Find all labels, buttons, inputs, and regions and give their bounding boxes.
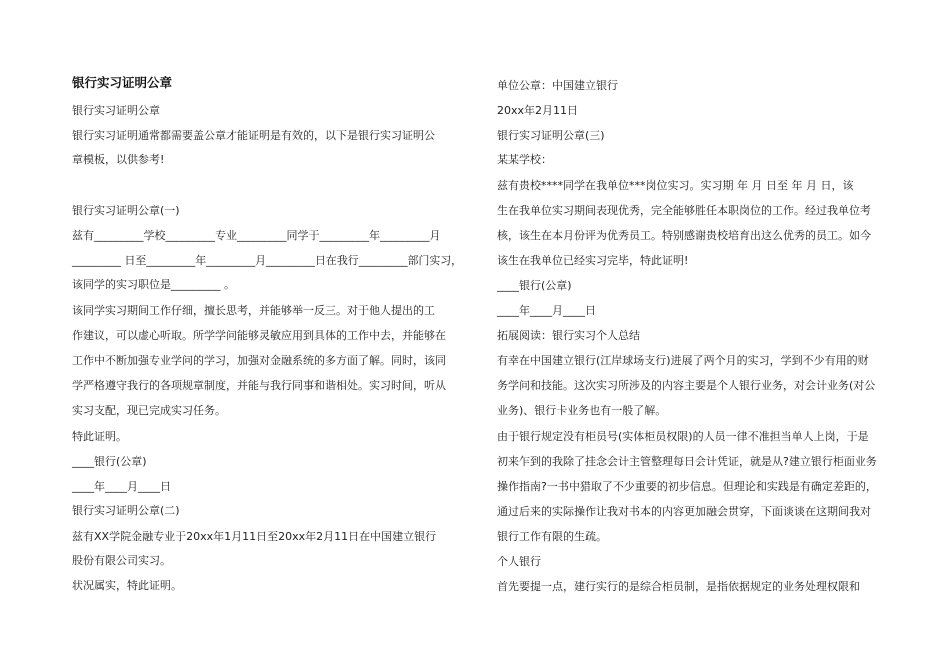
right-line: 20xx年2月11日 bbox=[497, 104, 579, 117]
left-line: 特此证明。 bbox=[72, 430, 127, 443]
left-line: 工作中不断加强专业学问的学习，加强对金融系统的多方面了解。同时，该同 bbox=[72, 354, 446, 367]
right-line: 兹有贵校****同学在我单位***岗位实习。实习期 年 月 日至 年 月 日，该 bbox=[497, 179, 854, 192]
left-line: ____银行(公章) bbox=[72, 455, 147, 468]
left-line: 兹有_________学校_________专业_________同学于_________年_________月 bbox=[72, 229, 441, 242]
left-line: 银行实习证明公章 bbox=[72, 104, 160, 117]
right-line: 该生在我单位已经实习完毕，特此证明! bbox=[497, 254, 689, 267]
right-line: 某某学校： bbox=[497, 153, 552, 166]
left-line: 该同学实习期间工作仔细，擅长思考，并能够举一反三。对于他人提出的工 bbox=[72, 304, 435, 317]
left-line: 股份有限公司实习。 bbox=[72, 554, 171, 567]
right-line: 银行工作有限的生疏。 bbox=[497, 530, 607, 543]
right-line: 操作指南?一书中猎取了不少重要的初步信息。但理论和实践是有确定差距的， bbox=[497, 480, 877, 493]
right-line: 银行实习证明公章(三) bbox=[497, 129, 605, 142]
right-line: 有幸在中国建立银行(江岸球场支行)进展了两个月的实习，学到不少有用的财 bbox=[497, 354, 869, 367]
right-line: 首先要提一点，建行实行的是综合柜员制，是指依据规定的业务处理权限和 bbox=[497, 580, 860, 593]
right-line: 通过后来的实际操作让我对书本的内容更加融会贯穿，下面谈谈在这期间我对 bbox=[497, 505, 871, 518]
right-line: 生在我单位实习期间表现优秀，完全能够胜任本职岗位的工作。经过我单位考 bbox=[497, 204, 871, 217]
right-line: 单位公章：中国建立银行 bbox=[497, 79, 618, 92]
right-line: 由于银行规定没有柜员号(实体柜员权限)的人员一律不准担当单人上岗，于是 bbox=[497, 430, 869, 443]
left-line: ____年____月____日 bbox=[72, 480, 171, 493]
left-line: 作建议，可以虚心听取。所学学问能够灵敏应用到具体的工作中去，并能够在 bbox=[72, 329, 446, 342]
right-line: 业务)、银行卡业务也有一般了解。 bbox=[497, 404, 667, 417]
left-line: 学严格遵守我行的各项规章制度，并能与我行同事和谐相处。实习时间，听从 bbox=[72, 379, 446, 392]
left-line: 兹有XX学院金融专业于20xx年1月11日至20xx年2月11日在中国建立银行 bbox=[72, 530, 437, 543]
right-line: 拓展阅读：银行实习个人总结 bbox=[497, 329, 640, 342]
left-line: _________ 日至_________年_________月_________日在我行_________部门实习， bbox=[72, 254, 463, 267]
left-line: 状况属实，特此证明。 bbox=[72, 579, 182, 592]
left-line: 章模板，以供参考! bbox=[72, 153, 165, 166]
left-line: 银行实习证明公章(二) bbox=[72, 504, 180, 517]
left-line: 银行实习证明公章(一) bbox=[72, 204, 180, 217]
document-title: 银行实习证明公章 bbox=[72, 75, 173, 90]
right-line: ____银行(公章) bbox=[497, 279, 572, 292]
right-line: 个人银行 bbox=[497, 555, 541, 568]
left-line: 该同学的实习职位是_________ 。 bbox=[72, 278, 235, 291]
right-line: 初来乍到的我除了挂念会计主管整理每日会计凭证，就是从?建立银行柜面业务 bbox=[497, 455, 877, 468]
right-line: 核，该生在本月份评为优秀员工。特别感谢贵校培育出这么优秀的员工。如今 bbox=[497, 229, 871, 242]
right-line: ____年____月____日 bbox=[497, 304, 596, 317]
left-line: 银行实习证明通常都需要盖公章才能证明是有效的，以下是银行实习证明公 bbox=[72, 129, 435, 142]
left-line: 实习支配，现已完成实习任务。 bbox=[72, 404, 226, 417]
right-line: 务学问和技能。这次实习所涉及的内容主要是个人银行业务，对会计业务(对公 bbox=[497, 379, 876, 392]
